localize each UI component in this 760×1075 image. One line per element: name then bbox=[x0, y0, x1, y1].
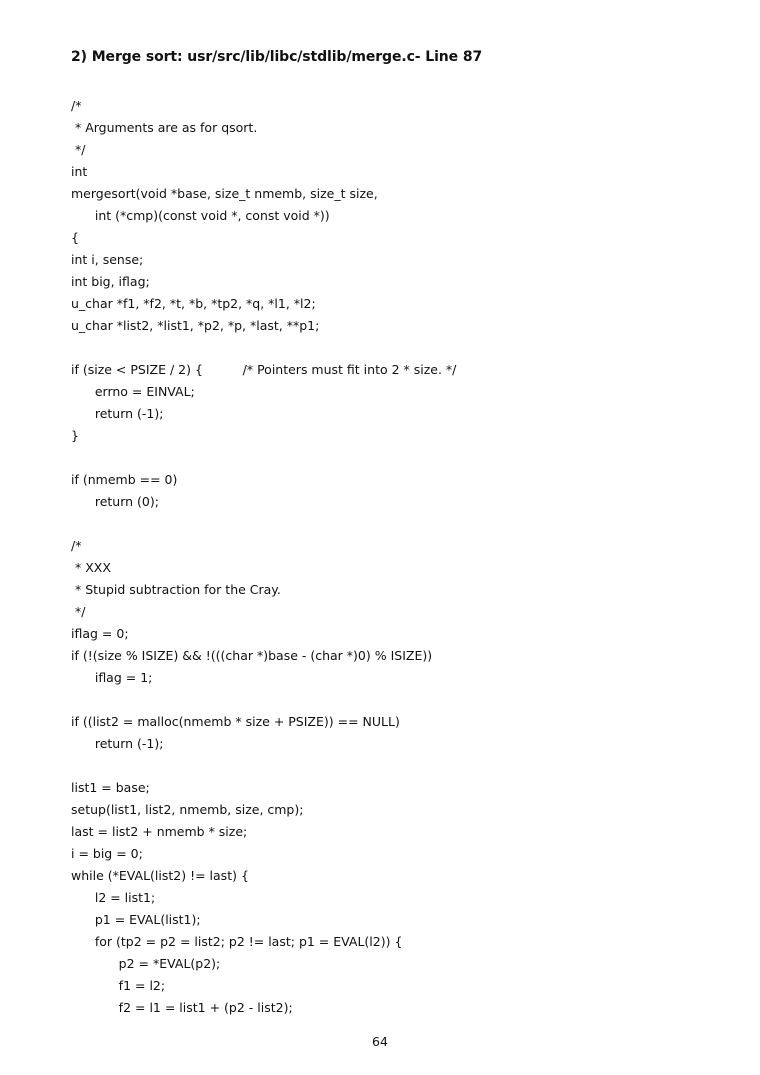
code-line: */ bbox=[71, 142, 86, 157]
code-line: errno = EINVAL; bbox=[71, 384, 195, 399]
code-line: } bbox=[71, 428, 79, 443]
code-line: last = list2 + nmemb * size; bbox=[71, 824, 248, 839]
code-line: f1 = l2; bbox=[71, 978, 166, 993]
code-listing bbox=[71, 95, 456, 1019]
page-number: 64 bbox=[372, 1034, 388, 1049]
code-line: while (*EVAL(list2) != last) { bbox=[71, 868, 249, 883]
code-line: setup(list1, list2, nmemb, size, cmp); bbox=[71, 802, 304, 817]
code-line: { bbox=[71, 230, 79, 245]
code-line: iflag = 1; bbox=[71, 670, 153, 685]
code-line: i = big = 0; bbox=[71, 846, 143, 861]
code-line: if ((list2 = malloc(nmemb * size + PSIZE)) == NULL) bbox=[71, 714, 400, 729]
code-line bbox=[71, 689, 456, 711]
code-line bbox=[71, 337, 456, 359]
code-line: /* bbox=[71, 98, 82, 113]
code-line: f2 = l1 = list1 + (p2 - list2); bbox=[71, 1000, 293, 1015]
code-line: int bbox=[71, 164, 88, 179]
code-line: int i, sense; bbox=[71, 252, 144, 267]
code-line bbox=[71, 513, 456, 535]
code-line: int (*cmp)(const void *, const void *)) bbox=[71, 208, 330, 223]
code-line: return (0); bbox=[71, 494, 159, 509]
section-heading: 2) Merge sort: usr/src/lib/libc/stdlib/merge.c- Line 87 bbox=[71, 49, 483, 65]
code-line bbox=[71, 755, 456, 777]
code-line: * Stupid subtraction for the Cray. bbox=[71, 582, 281, 597]
code-line: iflag = 0; bbox=[71, 626, 129, 641]
code-line: return (-1); bbox=[71, 736, 164, 751]
code-line: if (nmemb == 0) bbox=[71, 472, 178, 487]
code-line: if (!(size % ISIZE) && !(((char *)base - (char *)0) % ISIZE)) bbox=[71, 648, 433, 663]
code-line: u_char *f1, *f2, *t, *b, *tp2, *q, *l1, *l2; bbox=[71, 296, 316, 311]
code-line bbox=[71, 447, 456, 469]
code-line: */ bbox=[71, 604, 86, 619]
code-line: for (tp2 = p2 = list2; p2 != last; p1 = EVAL(l2)) { bbox=[71, 934, 403, 949]
code-line: list1 = base; bbox=[71, 780, 150, 795]
code-line: p1 = EVAL(list1); bbox=[71, 912, 201, 927]
code-line: u_char *list2, *list1, *p2, *p, *last, **p1; bbox=[71, 318, 320, 333]
code-line: mergesort(void *base, size_t nmemb, size_t size, bbox=[71, 186, 378, 201]
code-line: p2 = *EVAL(p2); bbox=[71, 956, 221, 971]
code-line: * Arguments are as for qsort. bbox=[71, 120, 258, 135]
code-line: l2 = list1; bbox=[71, 890, 156, 905]
code-line: int big, iflag; bbox=[71, 274, 150, 289]
code-line: * XXX bbox=[71, 560, 111, 575]
code-line: if (size < PSIZE / 2) { /* Pointers must fit into 2 * size. */ bbox=[71, 362, 457, 377]
code-line: /* bbox=[71, 538, 82, 553]
code-line: return (-1); bbox=[71, 406, 164, 421]
